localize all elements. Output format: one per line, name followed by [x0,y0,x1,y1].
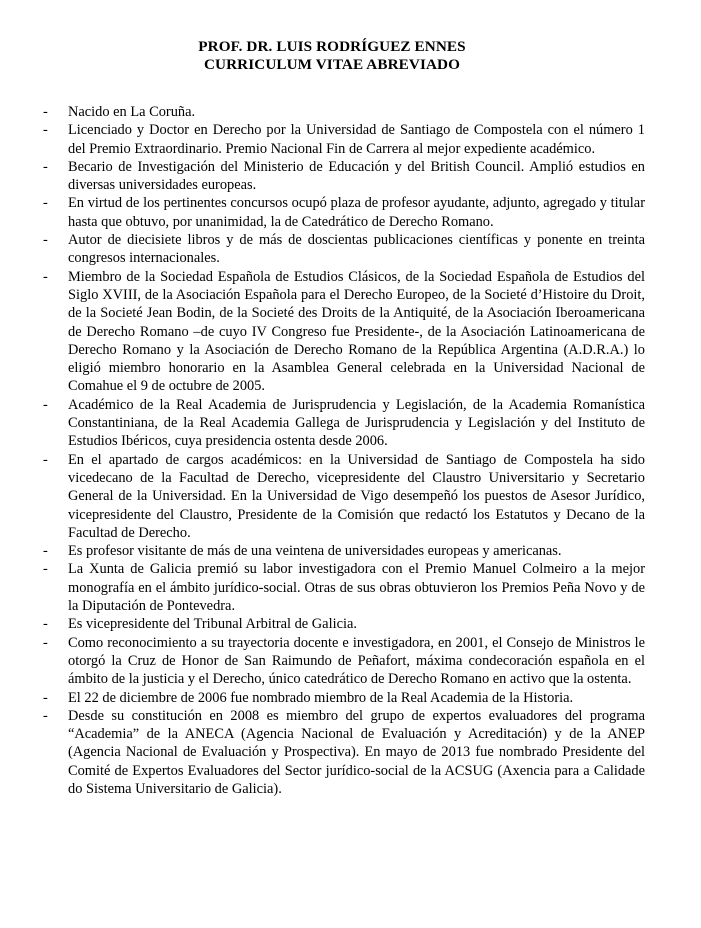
cv-item [0,194,701,231]
bullet-dash: - [43,616,48,633]
cv-item [0,396,701,451]
cv-item-text: Licenciado y Doctor en Derecho por la Universidad de Santiago de Compostela con el número 1 del Premio Extraordinario. Premio Nacional Fin de Carrera al mejor expediente académico. [68,122,645,157]
cv-item [0,707,701,798]
bullet-dash: - [43,707,48,724]
bullet-dash: - [43,158,48,175]
cv-item [0,103,701,121]
cv-item-text: Miembro de la Sociedad Española de Estudios Clásicos, de la Sociedad Española de Estudios del Siglo XVIII, de la Asociación Española para el Derecho Europeo, de la Societé d’Histoire du Droit, de la Societé Jean Bodin, de la Societé des Droits de la Antiquité, de la Asociación Iberoamericana de Derecho Romano –de cuyo IV Congreso fue Presidente-, de la Asociación Latinoamericana de Derecho Romano y la Asociación de Derecho Romano de la República Argentina (A.D.R.A.) lo eligió miembro honorario en la Asamblea General celebrada en la Universidad Nacional de Comahue el 9 de octubre de 2005. [68,268,645,395]
cv-item [0,689,701,707]
cv-item-text: En virtud de los pertinentes concursos ocupó plaza de profesor ayudante, adjunto, agregado y titular hasta que obtuvo, por unanimidad, la de Catedrático de Derecho Romano. [68,195,645,230]
cv-item [0,560,701,615]
cv-item-text: Autor de diecisiete libros y de más de doscientas publicaciones científicas y ponente en treinta congresos internacionales. [68,232,645,267]
cv-item [0,231,701,268]
bullet-dash: - [43,543,48,560]
bullet-dash: - [43,561,48,578]
bullet-dash: - [43,268,48,285]
cv-item-text: Es profesor visitante de más de una veintena de universidades europeas y americanas. [68,543,562,560]
bullet-dash: - [43,451,48,468]
document-header [0,38,664,74]
bullet-dash: - [43,634,48,651]
author-title: PROF. DR. LUIS RODRÍGUEZ ENNES [198,38,466,55]
cv-item [0,121,701,158]
cv-item-text: Nacido en La Coruña. [68,104,196,120]
cv-item [0,158,701,195]
cv-item-text: Desde su constitución en 2008 es miembro del grupo de expertos evaluadores del programa “Academia” de la ANECA (Agencia Nacional de Evaluación y Acreditación) y de la ANEP (Agencia Nacional de Evaluación y Prospectiva). En mayo de 2013 fue nombrado Presidente del Comité de Expertos Evaluadores del Sector jurídico-social de la ACSUG (Axencia para a Calidade do Sistema Universitario de Galicia). [68,707,645,797]
cv-item-text: La Xunta de Galicia premió su labor investigadora con el Premio Manuel Colmeiro a la mejor monografía en el ámbito jurídico-social. Otras de sus obras obtuvieron los Premios Peña Novo y de la Diputación de Pontevedra. [68,561,645,615]
cv-item-text: Académico de la Real Academia de Jurisprudencia y Legislación, de la Academia Romanística Constantiniana, de la Real Academia Gallega de Jurisprudencia y Legislación y del Instituto de Estudios Ibéricos, cuya presidencia ostenta desde 2006. [68,396,645,450]
document-title: CURRICULUM VITAE ABREVIADO [203,56,461,73]
cv-item [0,615,701,633]
cv-list [0,103,701,798]
bullet-dash: - [43,195,48,212]
bullet-dash: - [43,122,48,139]
bullet-dash: - [43,396,48,413]
cv-item-text: Como reconocimiento a su trayectoria docente e investigadora, en 2001, el Consejo de Ministros le otorgó la Cruz de Honor de San Raimundo de Peñafort, máxima condecoración española en el ámbito de la justicia y el Derecho, único catedrático de Derecho Romano en activo que la ostenta. [68,634,645,688]
cv-item [0,634,701,689]
bullet-dash: - [43,689,48,706]
cv-item-text: Es vicepresidente del Tribunal Arbitral de Galicia. [68,616,357,633]
cv-item-text: En el apartado de cargos académicos: en la Universidad de Santiago de Compostela ha sido vicedecano de la Facultad de Derecho, vicepresidente del Claustro Universitario y Secretario General de la Universidad. En la Universidad de Vigo desempeñó los puestos de Asesor Jurídico, vicepresidente del Claustro, Presidente de la Comisión que redactó los Estatutos y Decano de la Facultad de Derecho. [68,451,645,541]
cv-item [0,451,701,542]
bullet-dash: - [43,104,48,120]
cv-item [0,268,701,396]
cv-item-text: Becario de Investigación del Ministerio de Educación y del British Council. Amplió estudios en diversas universidades europeas. [68,158,645,194]
cv-item-text: El 22 de diciembre de 2006 fue nombrado miembro de la Real Academia de la Historia. [68,689,574,706]
cv-item [0,542,701,560]
bullet-dash: - [43,232,48,249]
